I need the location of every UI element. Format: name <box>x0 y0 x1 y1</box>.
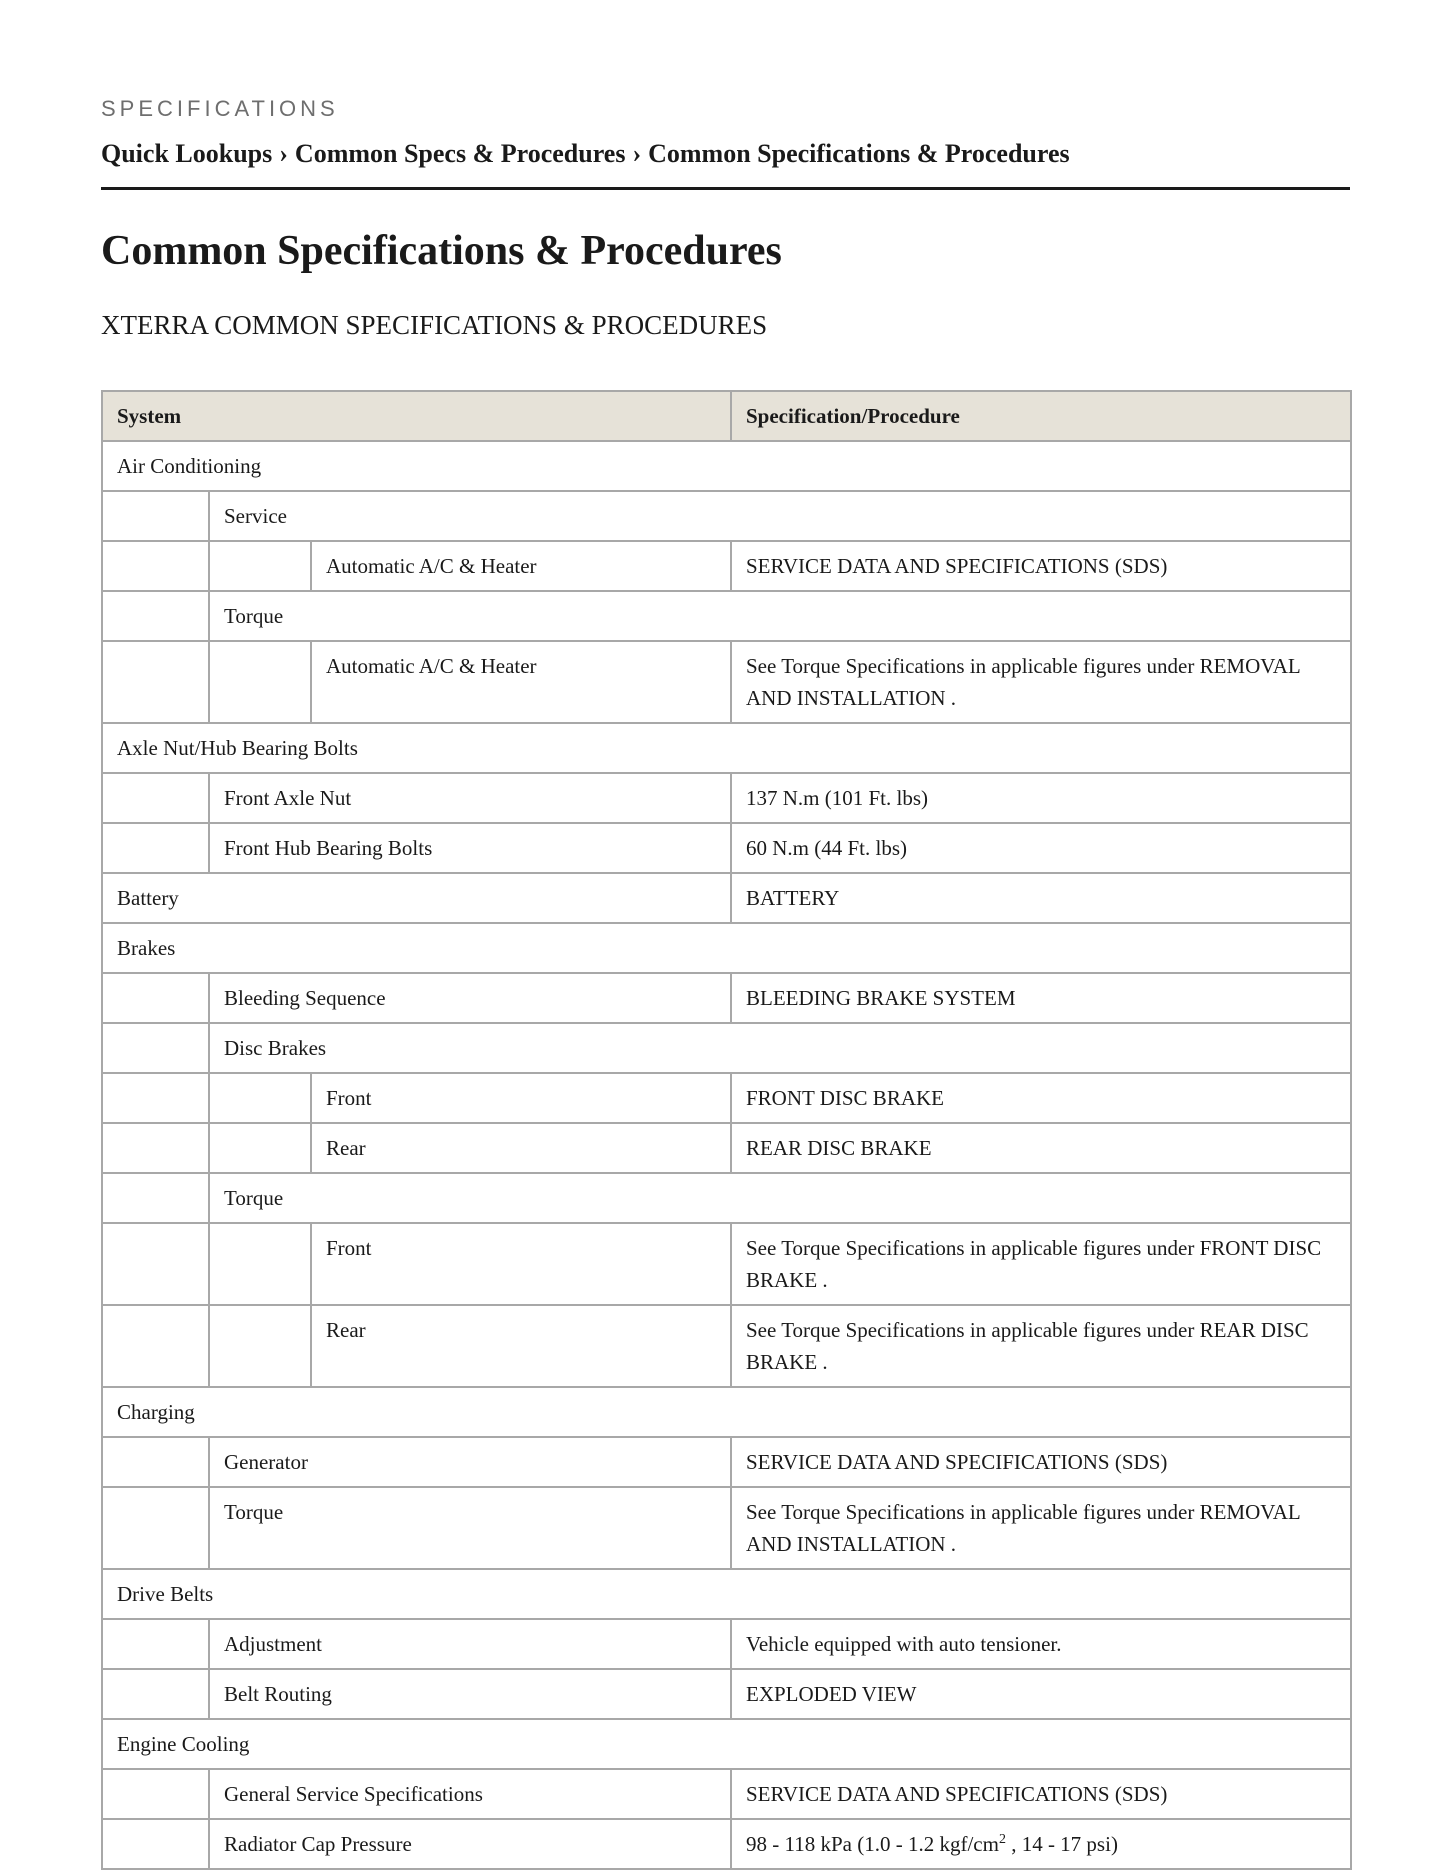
system-label-cell: Rear <box>311 1123 731 1173</box>
system-label-cell: Disc Brakes <box>209 1023 1351 1073</box>
table-row <box>102 823 1351 873</box>
indent-cell <box>209 1073 311 1123</box>
indent-cell <box>209 1123 311 1173</box>
system-label-cell: Front <box>311 1073 731 1123</box>
indent-cell <box>102 541 209 591</box>
system-label-cell: Bleeding Sequence <box>209 973 731 1023</box>
system-label-cell: Charging <box>102 1387 1351 1437</box>
system-label-cell: Drive Belts <box>102 1569 1351 1619</box>
indent-cell <box>102 1437 209 1487</box>
system-label-cell: Adjustment <box>209 1619 731 1669</box>
spec-cell: REAR DISC BRAKE <box>731 1123 1351 1173</box>
system-label-cell: Front Axle Nut <box>209 773 731 823</box>
spec-cell: FRONT DISC BRAKE <box>731 1073 1351 1123</box>
spec-cell: SERVICE DATA AND SPECIFICATIONS (SDS) <box>731 541 1351 591</box>
indent-cell <box>209 541 311 591</box>
system-label-cell: Automatic A/C & Heater <box>311 541 731 591</box>
spec-text-suffix: , 14 - 17 psi) <box>1005 1832 1118 1856</box>
spec-cell: SERVICE DATA AND SPECIFICATIONS (SDS) <box>731 1769 1351 1819</box>
spec-cell: See Torque Specifications in applicable figures under REMOVAL AND INSTALLATION . <box>731 641 1351 723</box>
system-label-cell: General Service Specifications <box>209 1769 731 1819</box>
table-row <box>102 923 1351 973</box>
system-label-cell: Axle Nut/Hub Bearing Bolts <box>102 723 1351 773</box>
indent-cell <box>102 1023 209 1073</box>
spec-cell: EXPLODED VIEW <box>731 1669 1351 1719</box>
indent-cell <box>102 641 209 723</box>
breadcrumb-separator: › <box>632 139 642 168</box>
system-label-cell: Battery <box>102 873 731 923</box>
spec-cell: BLEEDING BRAKE SYSTEM <box>731 973 1351 1023</box>
indent-cell <box>102 773 209 823</box>
indent-cell <box>102 1123 209 1173</box>
spec-cell: See Torque Specifications in applicable figures under REAR DISC BRAKE . <box>731 1305 1351 1387</box>
spec-cell: BATTERY <box>731 873 1351 923</box>
section-label: SPECIFICATIONS <box>101 96 339 121</box>
indent-cell <box>102 1769 209 1819</box>
indent-cell <box>102 591 209 641</box>
system-label-cell: Torque <box>209 1173 1351 1223</box>
system-label-cell: Engine Cooling <box>102 1719 1351 1769</box>
system-label-cell: Front <box>311 1223 731 1305</box>
indent-cell <box>102 823 209 873</box>
indent-cell <box>102 973 209 1023</box>
system-label-cell: Torque <box>209 1487 731 1569</box>
indent-cell <box>102 1669 209 1719</box>
indent-cell <box>209 641 311 723</box>
table-row <box>102 591 1351 641</box>
table-row <box>102 641 1351 723</box>
system-label-cell: Generator <box>209 1437 731 1487</box>
header-divider <box>101 187 1350 190</box>
indent-cell <box>102 1819 209 1869</box>
table-row <box>102 1173 1351 1223</box>
spec-cell: 60 N.m (44 Ft. lbs) <box>731 823 1351 873</box>
table-header-row <box>102 391 1351 441</box>
breadcrumb-item-quick-lookups[interactable]: Quick Lookups <box>101 139 273 168</box>
spec-text: 98 - 118 kPa (1.0 - 1.2 kgf/cm <box>746 1832 999 1856</box>
system-label-cell: Air Conditioning <box>102 441 1351 491</box>
spec-cell <box>731 1819 1351 1869</box>
spec-cell: Vehicle equipped with auto tensioner. <box>731 1619 1351 1669</box>
table-row <box>102 973 1351 1023</box>
spec-cell: SERVICE DATA AND SPECIFICATIONS (SDS) <box>731 1437 1351 1487</box>
system-label-cell: Belt Routing <box>209 1669 731 1719</box>
table-row <box>102 1819 1351 1869</box>
table-row <box>102 441 1351 491</box>
specs-table <box>101 390 1352 1870</box>
table-row <box>102 1769 1351 1819</box>
indent-cell <box>209 1305 311 1387</box>
table-row <box>102 873 1351 923</box>
table-body <box>102 441 1351 1869</box>
indent-cell <box>102 1223 209 1305</box>
indent-cell <box>209 1223 311 1305</box>
indent-cell <box>102 491 209 541</box>
table-row <box>102 1023 1351 1073</box>
breadcrumb-item-common-specs[interactable]: Common Specs & Procedures <box>294 139 626 168</box>
page-title: Common Specifications & Procedures <box>101 228 782 274</box>
page-subtitle: XTERRA COMMON SPECIFICATIONS & PROCEDURES <box>101 310 768 340</box>
system-label-cell: Brakes <box>102 923 1351 973</box>
column-header-system: System <box>102 391 731 441</box>
indent-cell <box>102 1619 209 1669</box>
system-label-cell: Radiator Cap Pressure <box>209 1819 731 1869</box>
breadcrumb <box>101 138 1070 170</box>
indent-cell <box>102 1173 209 1223</box>
table-row <box>102 1619 1351 1669</box>
system-label-cell: Torque <box>209 591 1351 641</box>
spec-superscript: 2 <box>998 1832 1006 1847</box>
table-row <box>102 1123 1351 1173</box>
breadcrumb-separator: › <box>279 139 288 168</box>
spec-cell: See Torque Specifications in applicable figures under FRONT DISC BRAKE . <box>731 1223 1351 1305</box>
indent-cell <box>102 1073 209 1123</box>
table-row <box>102 773 1351 823</box>
system-label-cell: Automatic A/C & Heater <box>311 641 731 723</box>
system-label-cell: Rear <box>311 1305 731 1387</box>
table-row <box>102 1387 1351 1437</box>
system-label-cell: Service <box>209 491 1351 541</box>
table-row <box>102 1305 1351 1387</box>
table-row <box>102 491 1351 541</box>
table-row <box>102 1569 1351 1619</box>
table-row <box>102 1719 1351 1769</box>
indent-cell <box>102 1487 209 1569</box>
table-row <box>102 1669 1351 1719</box>
table-row <box>102 723 1351 773</box>
spec-cell: See Torque Specifications in applicable figures under REMOVAL AND INSTALLATION . <box>731 1487 1351 1569</box>
table-row <box>102 1487 1351 1569</box>
column-header-spec: Specification/Procedure <box>731 391 1351 441</box>
system-label-cell: Front Hub Bearing Bolts <box>209 823 731 873</box>
table-row <box>102 1223 1351 1305</box>
spec-cell: 137 N.m (101 Ft. lbs) <box>731 773 1351 823</box>
breadcrumb-item-current: Common Specifications & Procedures <box>648 139 1070 168</box>
table-row <box>102 1073 1351 1123</box>
table-row <box>102 1437 1351 1487</box>
indent-cell <box>102 1305 209 1387</box>
table-row <box>102 541 1351 591</box>
